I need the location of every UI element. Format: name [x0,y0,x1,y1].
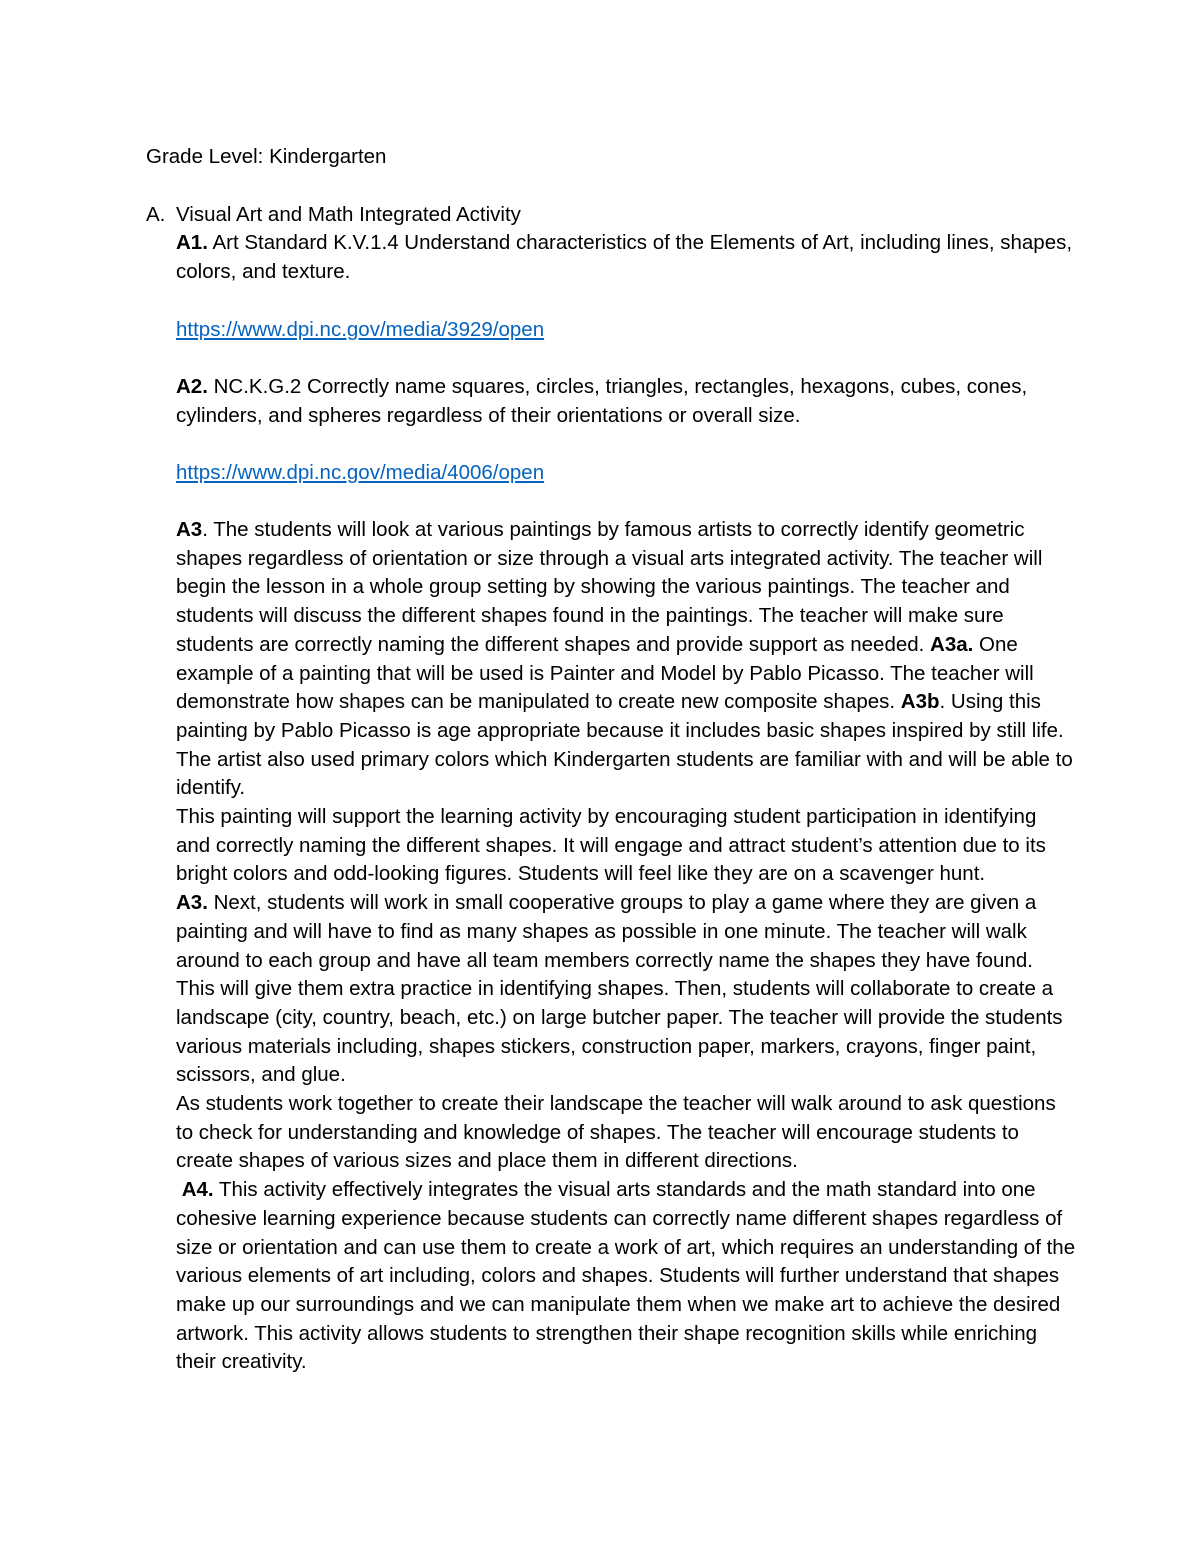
a3-text-part3: . Using this painting by Pablo Picasso is age appropriate because it includes basic shapes inspired by still life. The artist also used primary colors which Kindergarten students are familiar with and will be able to identify. [176,690,1073,800]
a3-label: A3 [176,518,203,541]
a3-next-text: Next, students will work in small cooperative groups to play a game where they are given a painting and will have to find as many shapes as possible in one minute. The teacher will walk around to each group and have all team members correctly name the shapes they have found. This will give them extra practice in identifying shapes. Then, students will collaborate to create a landscape (city, country, beach, etc.) on large butcher paper. The teacher will provide the students various materials including, shapes stickers, construction paper, markers, crayons, finger paint, scissors, and glue. [176,891,1063,1087]
landscape-paragraph: As students work together to create their landscape the teacher will walk around to ask questions to check for understanding and knowledge of shapes. The teacher will encourage students to create shapes of various sizes and place them in different directions. [176,1092,1056,1173]
section-title: Visual Art and Math Integrated Activity [176,203,521,226]
activity-description [176,516,1076,1377]
a3-next-label: A3. [176,891,208,915]
a1-paragraph [176,229,1076,286]
a3-next-paragraph [176,889,1076,1090]
a4-text: This activity effectively integrates the visual arts standards and the math standard into one cohesive learning experience because students can correctly name different shapes regardless of size or orientation and can use them to create a work of art, which requires an understanding of the various elements of art including, colors and shapes. Students will further understand that shapes make up our surroundings and we can manipulate them when we make art to achieve the desired artwork. This activity allows students to strengthen their shape recognition skills while enriching their creativity. [176,1178,1076,1374]
a4-label: A4. [181,1178,214,1202]
standard-link-4006[interactable]: https://www.dpi.nc.gov/media/4006/open [176,461,545,484]
link1-paragraph [176,316,1076,345]
a1-text: Art Standard K.V.1.4 Understand characteristics of the Elements of Art, including lines, shapes, colors, and texture. [176,231,1073,283]
a1-label: A1. [176,231,208,254]
grade-level-heading: Grade Level: Kindergarten [146,145,387,168]
support-paragraph: This painting will support the learning activity by encouraging student participation in identifying and correctly naming the different shapes. It will engage and attract student’s attention due to its bright colors and odd-looking figures. Students will feel like they are on a scavenger hunt. [176,805,1046,886]
standard-link-3929[interactable]: https://www.dpi.nc.gov/media/3929/open [176,318,545,341]
a2-text: NC.K.G.2 Correctly name squares, circles, triangles, rectangles, hexagons, cubes, cones, cylinders, and spheres regardless of their orientations or overall size. [176,375,1028,427]
a3-text-part1: . The students will look at various paintings by famous artists to correctly identify geometric shapes regardless of orientation or size through a visual arts integrated activity. The teacher will begin the lesson in a whole group setting by showing the various paintings. The teacher and students will discuss the different shapes found in the paintings. The teacher will make sure students are correctly naming the different shapes and provide support as needed. [176,518,1043,656]
list-marker: A. [146,203,166,226]
a3b-label: A3b [900,690,940,714]
a2-label: A2. [176,375,208,398]
a3-paragraph [176,516,1076,803]
a2-paragraph [176,373,1076,430]
link2-paragraph [176,459,1076,488]
a3a-label: A3a. [930,632,974,656]
a3-text-part2: One example of a painting that will be used is Painter and Model by Pablo Picasso. The teacher will demonstrate how shapes can be manipulated to create new composite shapes. [176,632,1034,714]
section-list-item [146,201,521,230]
a4-paragraph [176,1176,1076,1377]
